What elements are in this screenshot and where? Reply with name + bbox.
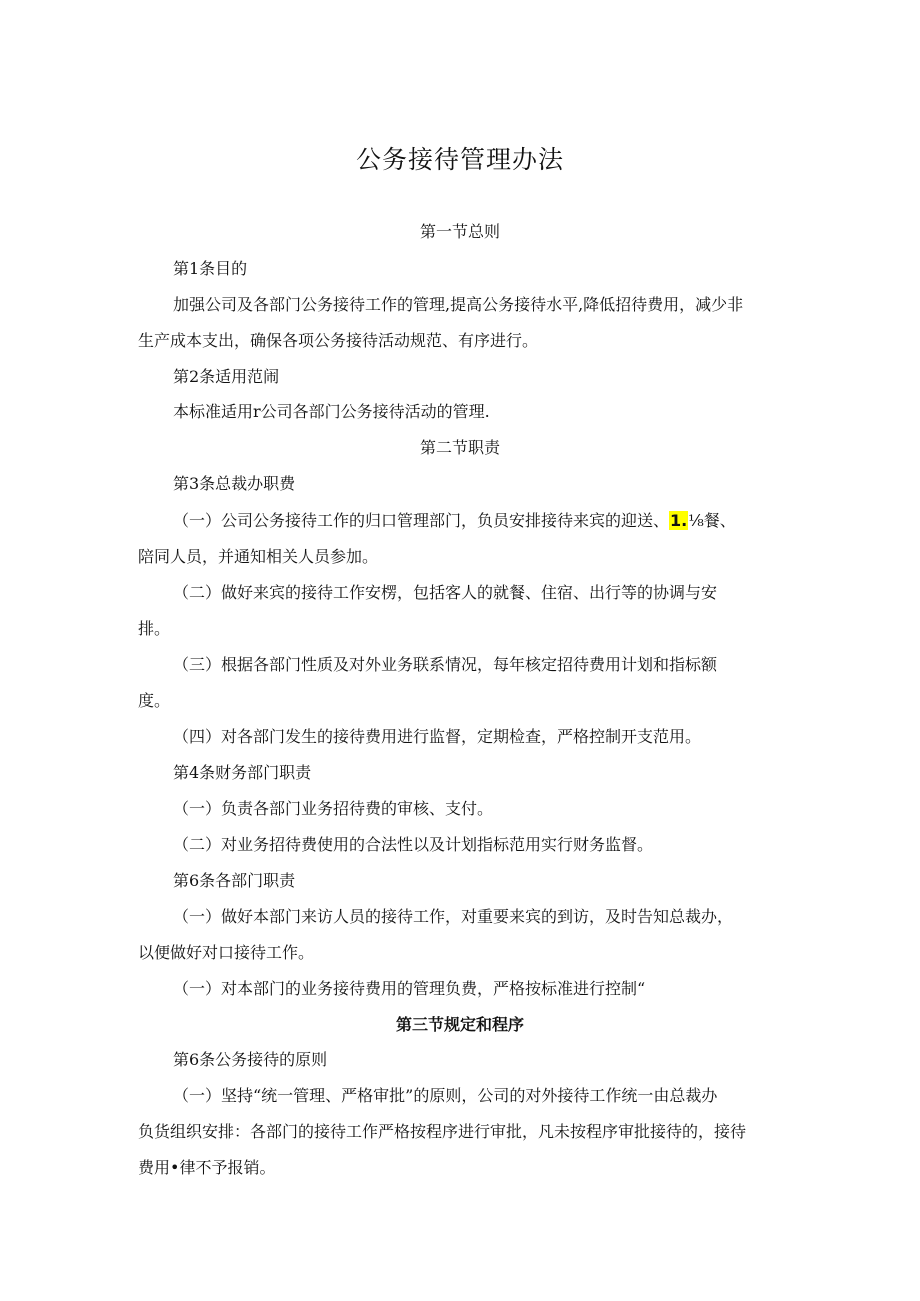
- article-1-text-line-1: 加强公司及各部门公务接待工作的管理,提高公务接待水平,降低招待费用，减少非: [173, 295, 744, 314]
- article-3-item-1-text-tail: ⅛餐、: [688, 511, 736, 530]
- article-3-item-1-line-1: [173, 510, 736, 532]
- article-6-item-1-line-2: 负货组织安排：各部门的接待工作严格按程序进行审批，凡未按程序审批接待的，接待: [138, 1122, 747, 1141]
- article-5-item-1-line-1: （一）做好本部门来访人员的接待工作，对重要来宾的到访，及时告知总裁办，: [173, 907, 734, 926]
- article-2-heading: 第2条适用范闹: [173, 367, 280, 386]
- article-3-heading: 第3条总裁办职费: [173, 474, 296, 493]
- article-6-heading: 第6条公务接待的原则: [173, 1050, 328, 1069]
- article-2-text: 本标准适用r公司各部门公务接待活动的管理.: [173, 402, 490, 421]
- article-3-item-3-line-2: 度。: [138, 691, 171, 710]
- article-5-item-1-line-2: 以便做好对口接待工作。: [138, 943, 315, 962]
- section-heading-duties: 第二节职责: [419, 438, 500, 457]
- section-heading-general: 第一节总则: [419, 222, 500, 241]
- article-3-item-1-text: （一）公司公务接待工作的归口管理部门，负员安排接待来宾的迎送、: [173, 511, 670, 530]
- article-5-heading: 第6条各部门职责: [173, 871, 296, 890]
- article-5-item-2: （一）对本部门的业务接待费用的管理负费，严格按标准进行控制“: [173, 979, 646, 998]
- article-1-text-line-2: 生产成本支出，确保各项公务接待活动规范、有序进行。: [138, 331, 539, 350]
- section-heading-rules: 第三节规定和程序: [395, 1015, 524, 1034]
- article-4-item-2: （二）对业务招待费使用的合法性以及计划指标范用实行财务监督。: [173, 835, 654, 854]
- article-3-item-3-line-1: （三）根据各部门性质及对外业务联系情况，每年核定招待费用计划和指标额: [173, 655, 718, 674]
- article-1-heading: 第1条目的: [173, 259, 248, 278]
- article-6-item-1-line-1: （一）坚持“统一管理、严格审批”的原则，公司的对外接待工作统一由总裁办: [173, 1086, 718, 1105]
- article-4-item-1: （一）负责各部门业务招待费的审核、支付。: [173, 799, 494, 818]
- article-4-heading: 第4条财务部门职责: [173, 763, 312, 782]
- article-3-item-2-line-1: （二）做好来宾的接待工作安楞，包括客人的就餐、住宿、出行等的协调与安: [173, 583, 718, 602]
- article-6-item-1-line-3: 费用•律不予报销。: [138, 1158, 276, 1177]
- article-3-item-4: （四）对各部门发生的接待费用进行监督，定期检查，严格控制开支范用。: [173, 727, 702, 746]
- highlighted-text: 1.: [670, 511, 688, 530]
- article-3-item-1-line-2: 陪同人员，并通知相关人员参加。: [138, 547, 379, 566]
- document-title: 公务接待管理办法: [355, 145, 564, 174]
- article-3-item-2-line-2: 排。: [138, 619, 171, 638]
